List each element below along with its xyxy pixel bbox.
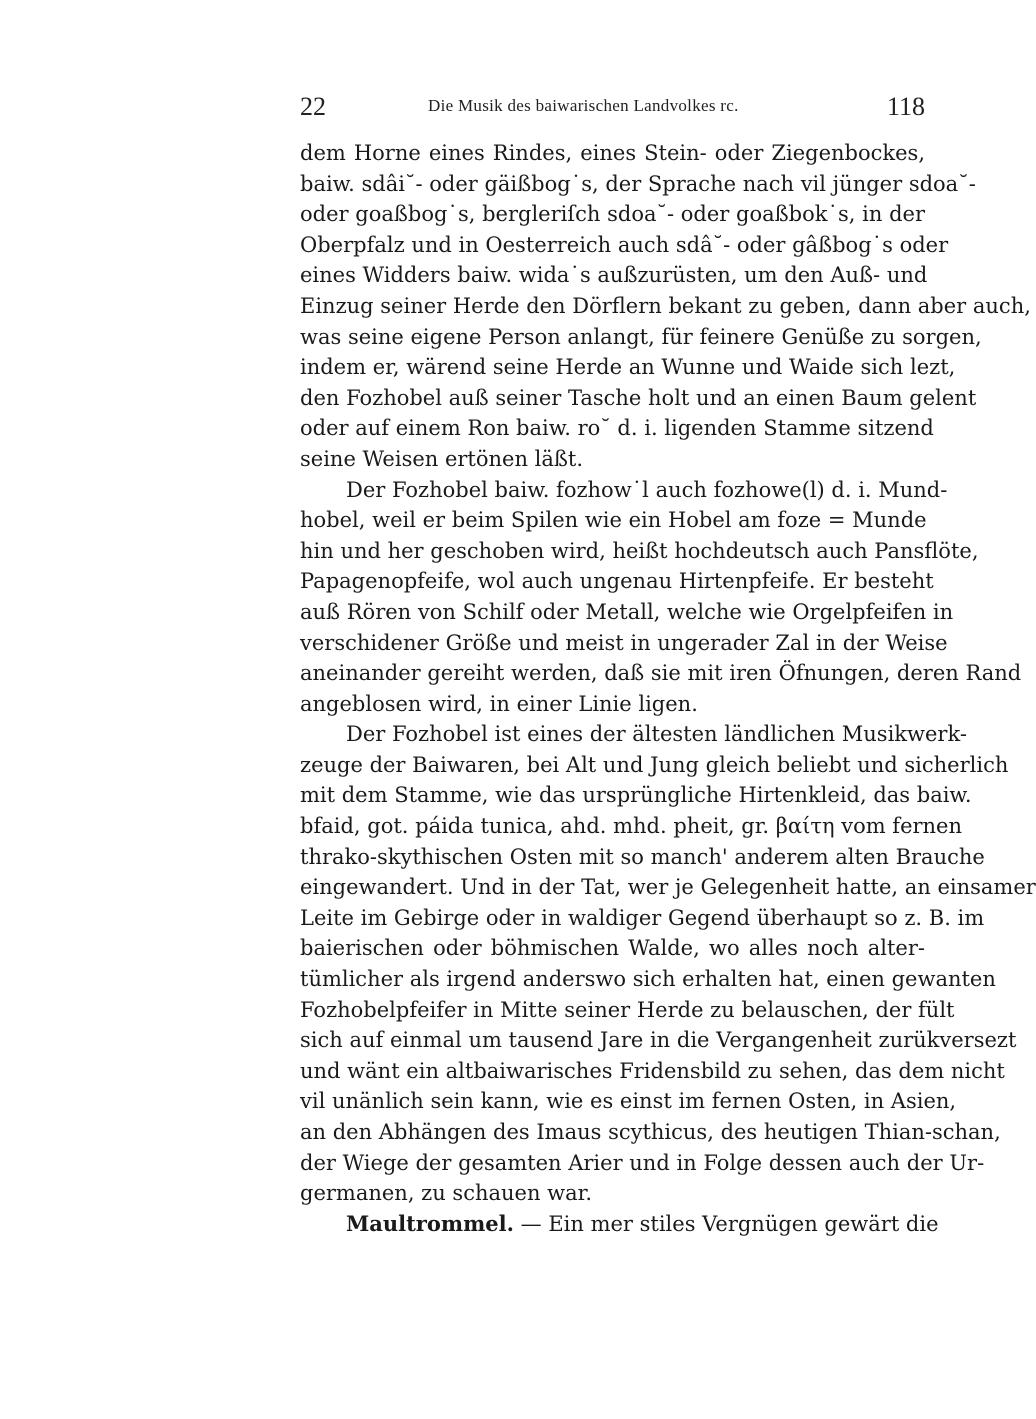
text-line: tümlicher als irgend anderswo sich erhalten hat, einen gewanten <box>300 967 996 992</box>
text-line: oder auf einem Ron baiw. ro˘ d. i. ligenden Stamme sitzend <box>300 416 934 441</box>
text-line: vil unänlich sein kann, wie es einst im fernen Osten, in Asien, <box>300 1089 957 1114</box>
text-line: zeuge der Baiwaren, bei Alt und Jung gleich beliebt und sicherlich <box>300 752 1009 777</box>
text-line: eines Widders baiw. wida˙s außzurüsten, um den Auß- und <box>300 263 928 288</box>
text-line: germanen, zu schauen war. <box>300 1181 593 1206</box>
text-line: auß Rören von Schilf oder Metall, welche wie Orgelpfeifen in <box>300 599 954 624</box>
paragraph <box>300 138 1031 475</box>
text-line: an den Abhängen des Imaus scythicus, des heutigen Thian-schan, <box>300 1120 1001 1144</box>
text-line: baierischen oder böhmischen Walde, wo alles noch alter- <box>300 936 925 961</box>
text-line: eingewandert. Und in der Tat, wer je Gelegenheit hatte, an einsamer <box>300 875 1036 900</box>
text-line: Oberpfalz und in Oesterreich auch sdâ˘- oder gâßbog˙s oder <box>300 232 949 257</box>
page-header <box>300 88 925 128</box>
text-line: Der Fozhobel ist eines der ältesten ländlichen Musikwerk- <box>346 722 967 747</box>
text-line: thrako-skythischen Osten mit so manch' anderem alten Brauche <box>300 844 985 869</box>
running-title: Die Musik des baiwarischen Landvolkes rc. <box>428 96 739 115</box>
page-number-left: 22 <box>300 92 326 121</box>
paragraph <box>300 719 1036 1209</box>
text-line: hobel, weil er beim Spilen wie ein Hobel am foze = Munde <box>300 508 927 533</box>
text-line: hin und her geschoben wird, heißt hochdeutsch auch Pansflöte, <box>300 538 979 563</box>
text-line: aneinander gereiht werden, daß sie mit iren Öfnungen, deren Rand <box>300 661 1022 686</box>
text-line: oder goaßbog˙s, bergleriſch sdoa˘- oder goaßbok˙s, in der <box>300 202 925 227</box>
text-fragment: — Ein mer stiles Vergnügen gewärt die <box>513 1211 939 1236</box>
text-line: Leite im Gebirge oder in waldiger Gegend überhaupt so z. B. im <box>300 905 985 930</box>
page-number-right: 118 <box>886 92 925 121</box>
section-lead: Maultrommel. <box>346 1210 514 1236</box>
text-line: Papagenopfeife, wol auch ungenau Hirtenpfeife. Er besteht <box>300 569 934 594</box>
text-line: baiw. sdâi˘- oder gäißbog˙s, der Sprache nach vil jünger sdoa˘- <box>300 171 976 196</box>
text-line: den Fozhobel auß seiner Tasche holt und an einen Baum gelent <box>300 385 977 410</box>
paragraph <box>300 1209 939 1240</box>
text-line: was seine eigene Person anlangt, für feinere Genüße zu sorgen, <box>300 324 982 349</box>
text-line: indem er, wärend seine Herde an Wunne und Waide sich lezt, <box>300 355 956 380</box>
text-line: sich auf einmal um tausend Jare in die Vergangenheit zurükversezt <box>300 1028 1017 1053</box>
text-line: der Wiege der gesamten Arier und in Folge dessen auch der Ur- <box>300 1150 985 1175</box>
text-line: bfaid, got. páida tunica, ahd. mhd. pheit, gr. βαίτη vom fernen <box>300 814 963 839</box>
text-line: dem Horne eines Rindes, eines Stein- oder Ziegenbockes, <box>300 141 925 165</box>
body-text <box>300 138 1036 1239</box>
text-line: Der Fozhobel baiw. fozhow˙l auch fozhowe(l) d. i. Mund- <box>346 477 948 502</box>
paragraph <box>300 475 1022 720</box>
text-line: und wänt ein altbaiwarisches Fridensbild zu sehen, das dem nicht <box>300 1058 1005 1083</box>
text-line: Fozhobelpfeifer in Mitte seiner Herde zu belauschen, der fült <box>300 997 955 1022</box>
text-line: seine Weisen ertönen läßt. <box>300 446 584 471</box>
text-line: Einzug seiner Herde den Dörflern bekant zu geben, dann aber auch, <box>300 293 1031 318</box>
text-line: angeblosen wird, in einer Linie ligen. <box>300 691 698 716</box>
text-line: verschidener Größe und meist in ungerader Zal in der Weise <box>300 630 948 655</box>
text-line: mit dem Stamme, wie das ursprüngliche Hirtenkleid, das baiw. <box>300 783 972 808</box>
text-line <box>300 1209 939 1240</box>
